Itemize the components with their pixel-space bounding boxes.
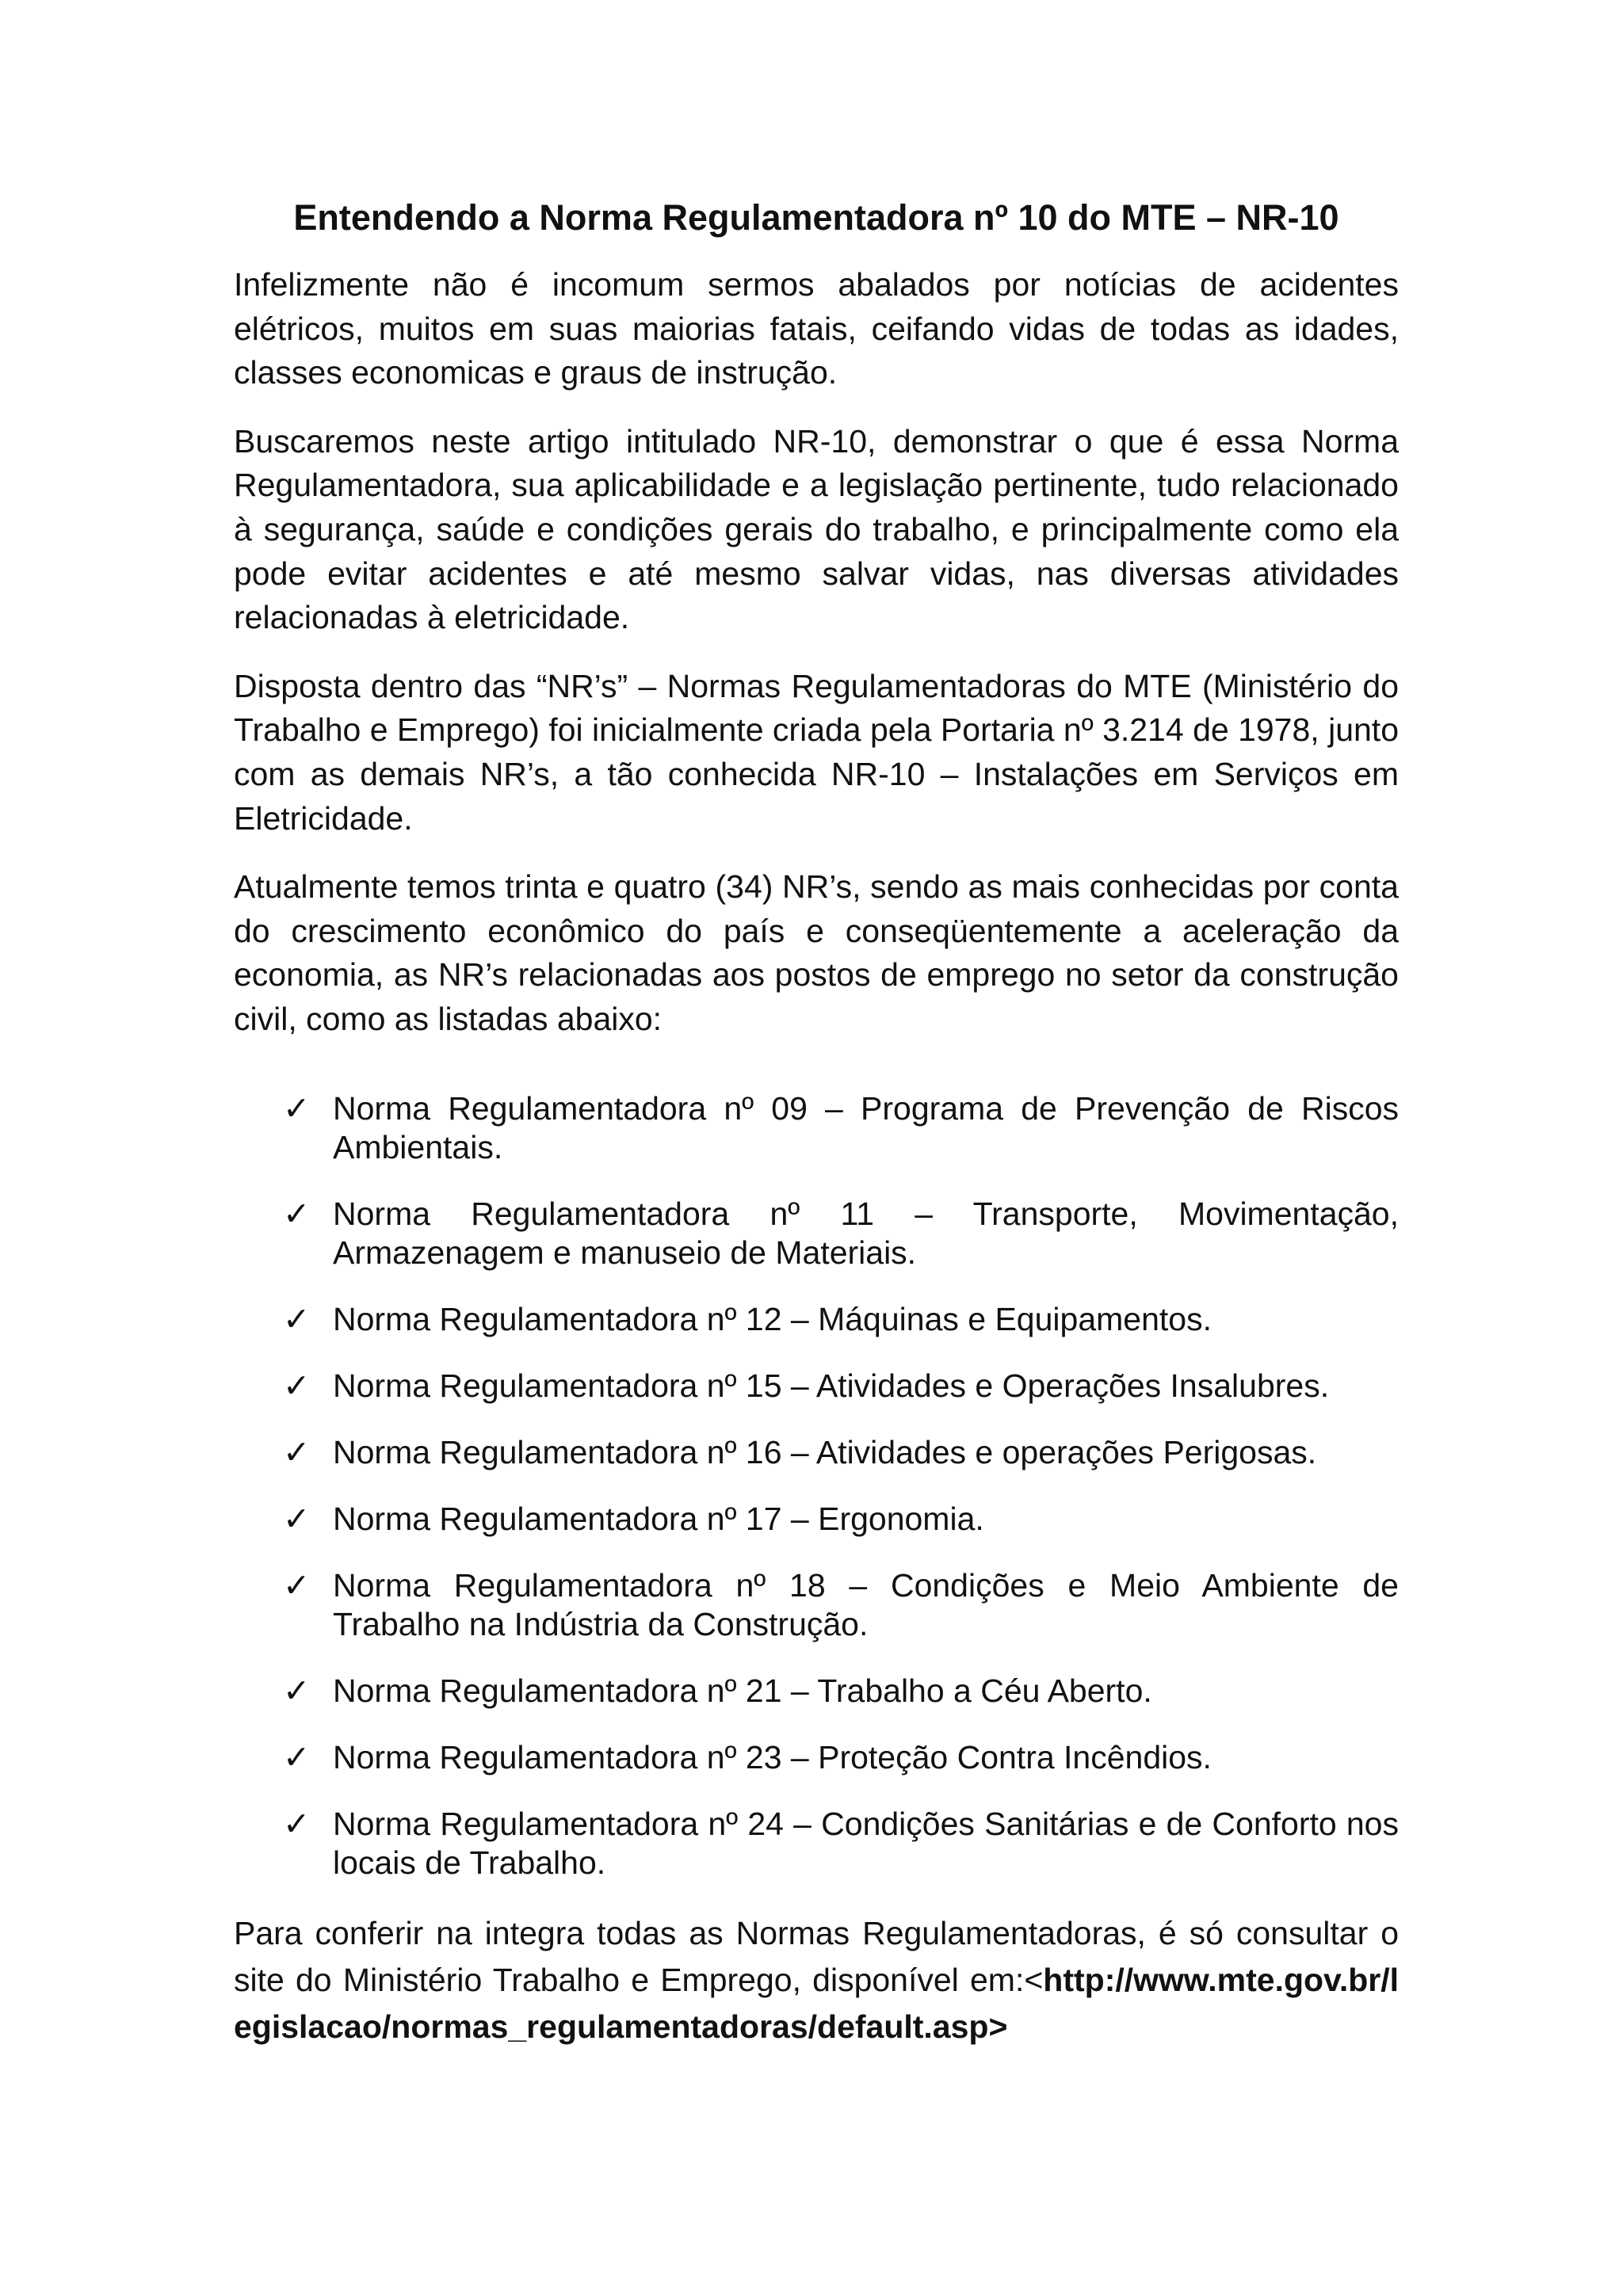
check-icon: ✓ (283, 1672, 311, 1709)
mte-url-link[interactable]: http://www.mte.gov.br/legislacao/normas_regulamentadoras/default.asp> (234, 1961, 1399, 2045)
list-item-text: Norma Regulamentadora nº 12 – Máquinas e Equipamentos. (333, 1300, 1212, 1337)
list-item-text: Norma Regulamentadora nº 21 – Trabalho a Céu Aberto. (333, 1672, 1152, 1709)
paragraph-intro: Infelizmente não é incomum sermos abalados por notícias de acidentes elétricos, muitos em suas maiorias fatais, ceifando vidas de todas as idades, classes economicas e graus de instrução. (234, 266, 1399, 391)
list-item (234, 1738, 1399, 1777)
list-item (234, 1805, 1399, 1882)
paragraph-purpose: Buscaremos neste artigo intitulado NR-10, demonstrar o que é essa Norma Regulamentadora, sua aplicabilidade e a legislação pertinente, tudo relacionado à segurança, saúde e condições gerais do trabalho, e principalmente como ela pode evitar acidentes e até mesmo salvar vidas, nas diversas atividades relacionadas à eletricidade. (234, 422, 1399, 636)
footer-text: Para conferir na integra todas as Normas Regulamentadoras, é só consultar o site do Ministério Trabalho e Emprego, disponível em:< (234, 1914, 1399, 1998)
list-item (234, 1672, 1399, 1711)
check-icon: ✓ (283, 1433, 311, 1470)
list-item (234, 1367, 1399, 1405)
check-icon: ✓ (283, 1195, 311, 1232)
list-item-text: Norma Regulamentadora nº 24 – Condições Sanitárias e de Conforto nos locais de Trabalho. (333, 1805, 1399, 1881)
list-item (234, 1089, 1399, 1167)
check-icon: ✓ (283, 1805, 311, 1842)
check-icon: ✓ (283, 1566, 311, 1604)
check-icon: ✓ (283, 1300, 311, 1337)
list-item-text: Norma Regulamentadora nº 09 – Programa de Prevenção de Riscos Ambientais. (333, 1089, 1399, 1165)
list-item (234, 1500, 1399, 1539)
check-icon: ✓ (283, 1367, 311, 1404)
paragraph-current-nrs: Atualmente temos trinta e quatro (34) NR’s, sendo as mais conhecidas por conta do crescimento econômico do país e conseqüentemente a aceleração da economia, as NR’s relacionadas aos postos de emprego no setor da construção civil, como as listadas abaixo: (234, 868, 1399, 1037)
list-item (234, 1195, 1399, 1272)
check-icon: ✓ (283, 1089, 311, 1127)
list-item-text: Norma Regulamentadora nº 11 – Transporte, Movimentação, Armazenagem e manuseio de Materiais. (333, 1195, 1399, 1271)
list-item-text: Norma Regulamentadora nº 15 – Atividades e Operações Insalubres. (333, 1367, 1330, 1404)
paragraph-history: Disposta dentro das “NR’s” – Normas Regulamentadoras do MTE (Ministério do Trabalho e Emprego) foi inicialmente criada pela Portaria nº 3.214 de 1978, junto com as demais NR’s, a tão conhecida NR-10 – Instalações em Serviços em Eletricidade. (234, 667, 1399, 837)
check-icon: ✓ (283, 1738, 311, 1775)
list-item-text: Norma Regulamentadora nº 23 – Proteção Contra Incêndios. (333, 1738, 1212, 1775)
nr-checklist (234, 1089, 1399, 1882)
document-body (234, 190, 1399, 2075)
list-item (234, 1300, 1399, 1339)
list-item (234, 1433, 1399, 1472)
check-icon: ✓ (283, 1500, 311, 1537)
list-item-text: Norma Regulamentadora nº 17 – Ergonomia. (333, 1500, 984, 1537)
list-item-text: Norma Regulamentadora nº 16 – Atividades e operações Perigosas. (333, 1433, 1317, 1470)
footer-paragraph (234, 1910, 1399, 2050)
document-title: Entendendo a Norma Regulamentadora nº 10 do MTE – NR-10 (293, 197, 1339, 238)
list-item (234, 1566, 1399, 1644)
list-item-text: Norma Regulamentadora nº 18 – Condições e Meio Ambiente de Trabalho na Indústria da Construção. (333, 1566, 1399, 1642)
